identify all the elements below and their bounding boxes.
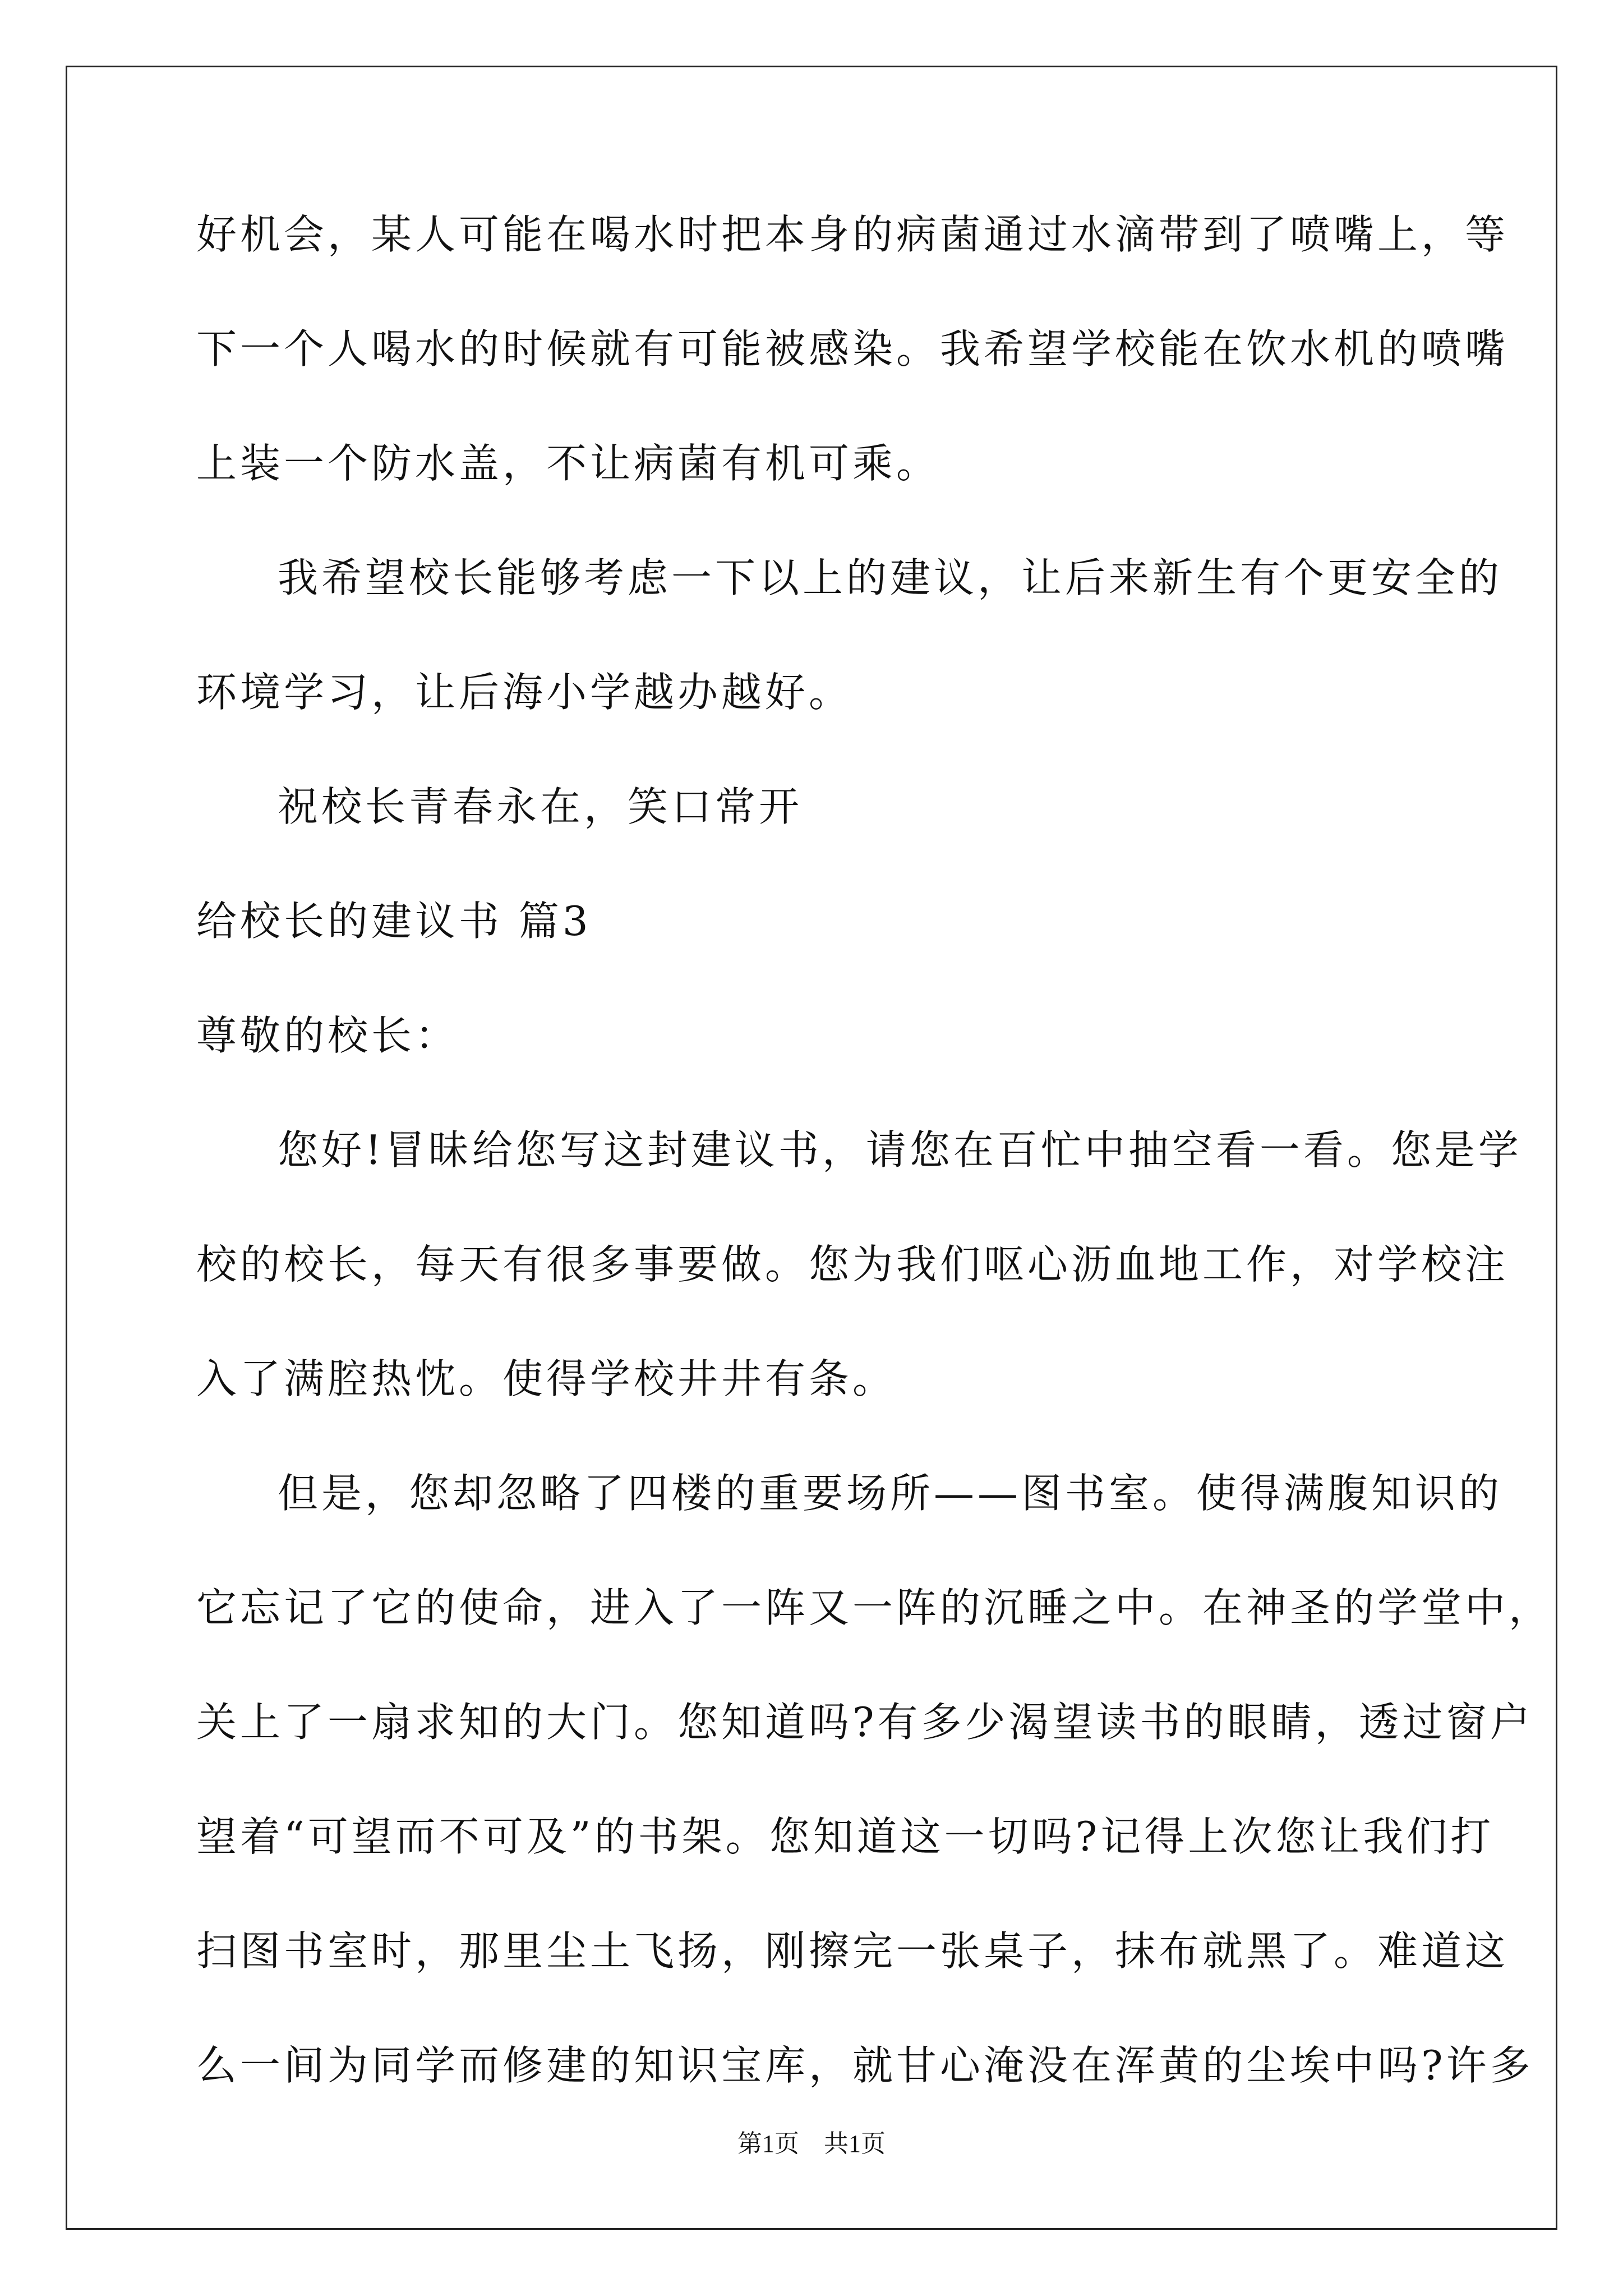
paragraph-line: 望着“可望而不可及”的书架。您知道这一切吗?记得上次您让我们打 [196, 1813, 1495, 1860]
page-footer: 第1页 共1页 [737, 2130, 886, 2157]
paragraph-line: 但是，您却忽略了四楼的重要场所——图书室。使得满腹知识的 [278, 1470, 1503, 1517]
closing-wish: 祝校长青春永在，笑口常开 [278, 783, 803, 830]
document-body [196, 208, 1553, 2092]
paragraph-line: 好机会，某人可能在喝水时把本身的病菌通过水滴带到了喷嘴上，等 [196, 211, 1509, 258]
paragraph-line: 环境学习，让后海小学越办越好。 [196, 669, 853, 716]
paragraph-line: 上装一个防水盖，不让病菌有机可乘。 [196, 440, 940, 487]
paragraph-line: 您好!冒昧给您写这封建议书，请您在百忙中抽空看一看。您是学 [278, 1126, 1522, 1174]
paragraph-line: 么一间为同学而修建的知识宝库，就甘心淹没在浑黄的尘埃中吗?许多 [196, 2042, 1534, 2089]
paragraph-line: 关上了一扇求知的大门。您知道吗?有多少渴望读书的眼睛，透过窗户 [196, 1699, 1534, 1746]
paragraph-line: 它忘记了它的使命，进入了一阵又一阵的沉睡之中。在神圣的学堂中， [196, 1584, 1553, 1631]
paragraph-line: 校的校长，每天有很多事要做。您为我们呕心沥血地工作，对学校注 [196, 1241, 1509, 1288]
paragraph-line: 我希望校长能够考虑一下以上的建议，让后来新生有个更安全的 [278, 554, 1503, 601]
section-heading: 给校长的建议书 篇3 [196, 898, 592, 945]
salutation: 尊敬的校长： [196, 1012, 459, 1059]
paragraph-line: 入了满腔热忱。使得学校井井有条。 [196, 1355, 897, 1402]
paragraph-line: 下一个人喝水的时候就有可能被感染。我希望学校能在饮水机的喷嘴 [196, 325, 1509, 372]
paragraph-line: 扫图书室时，那里尘土飞扬，刚擦完一张桌子，抹布就黑了。难道这 [196, 1927, 1509, 1975]
